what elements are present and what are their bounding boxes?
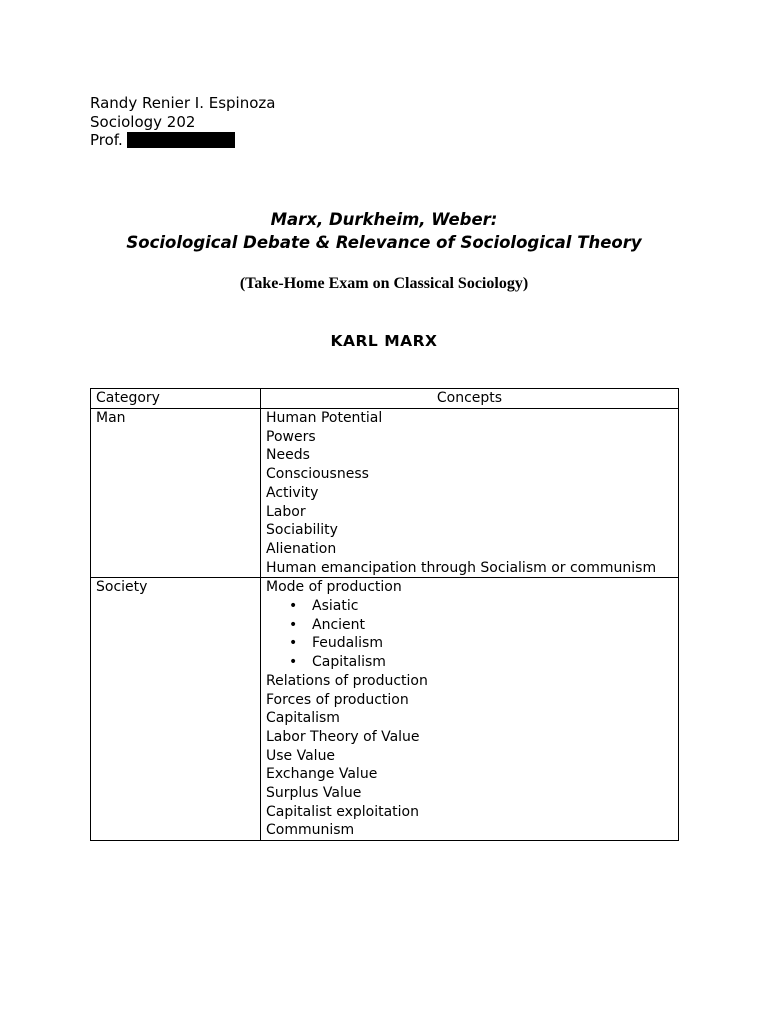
concept-item: Surplus Value (266, 785, 362, 802)
header-category: Category (91, 389, 261, 409)
table-row (91, 409, 679, 578)
concept-item: Capitalist exploitation (266, 803, 419, 820)
bullet-label: Ancient (312, 616, 366, 633)
concept-item: Communism (266, 822, 355, 839)
row-concepts (261, 578, 679, 841)
bullet-icon: • (289, 616, 298, 633)
concept-item: Needs (266, 447, 310, 464)
professor-line (90, 131, 275, 150)
bullet-label: Asiatic (312, 598, 359, 615)
concept-item: Consciousness (266, 466, 369, 483)
concept-item: Forces of production (266, 691, 409, 708)
bullet-item (266, 653, 673, 672)
concept-item: Capitalism (266, 710, 340, 727)
row-concepts (261, 409, 679, 578)
bullet-item (266, 634, 673, 653)
concept-item: Alienation (266, 540, 337, 557)
bullet-item (266, 616, 673, 635)
concept-item: Use Value (266, 747, 336, 764)
bullet-icon: • (289, 635, 298, 652)
concept-item: Mode of production (266, 579, 402, 596)
bullet-label: Feudalism (312, 635, 383, 652)
mode-of-production-list (266, 597, 673, 672)
course-name: Sociology 202 (90, 112, 196, 131)
concept-item: Activity (266, 484, 319, 501)
bullet-label: Capitalism (312, 654, 386, 671)
concept-item: Human emancipation through Socialism or communism (266, 559, 657, 576)
row-category: Man (91, 409, 261, 578)
concept-item: Sociability (266, 522, 338, 539)
title-line-2: Sociological Debate & Relevance of Sociological Theory (126, 233, 642, 252)
title-line-1: Marx, Durkheim, Weber: (270, 210, 498, 229)
bullet-icon: • (289, 598, 298, 615)
professor-label: Prof. (90, 131, 123, 149)
document-title (0, 208, 768, 254)
author-name: Randy Renier I. Espinoza (90, 94, 276, 112)
concept-item: Human Potential (266, 410, 383, 426)
concept-item: Labor Theory of Value (266, 728, 420, 745)
bullet-item (266, 597, 673, 616)
concept-item: Powers (266, 428, 316, 445)
document-subtitle: (Take-Home Exam on Classical Sociology) (239, 275, 529, 292)
header-concepts: Concepts (261, 389, 679, 409)
section-heading: KARL MARX (330, 332, 438, 350)
concept-item: Labor (266, 503, 306, 520)
document-header (90, 94, 275, 150)
table-row (91, 578, 679, 841)
row-category: Society (91, 578, 261, 841)
concepts-table (90, 388, 679, 841)
table-header-row (91, 389, 679, 409)
redaction-bar (127, 132, 235, 148)
bullet-icon: • (289, 654, 298, 671)
concept-item: Relations of production (266, 672, 428, 689)
concept-item: Exchange Value (266, 766, 378, 783)
